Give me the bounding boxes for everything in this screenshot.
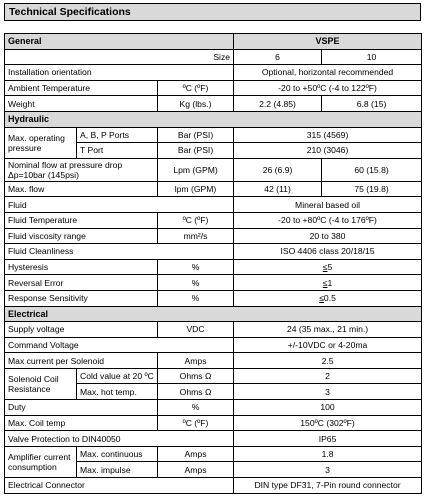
row-value: 6.8 (15) [322, 96, 422, 112]
row-label: Fluid Temperature [5, 212, 158, 228]
table-row [5, 80, 422, 96]
row-value: 26 (6.9) [234, 158, 322, 181]
row-unit: ºC (ºF) [158, 415, 234, 431]
row-label: Electrical Connector [5, 478, 234, 494]
row-label: Weight [5, 96, 158, 112]
table-row [5, 197, 422, 213]
row-value: 75 (19.8) [322, 181, 422, 197]
table-row [5, 212, 422, 228]
row-value: 3 [234, 384, 422, 400]
row-unit: Amps [158, 462, 234, 478]
row-unit: Bar (PSI) [158, 143, 234, 159]
row-value: +/-10VDC or 4-20ma [234, 337, 422, 353]
row-sublabel: Cold value at 20 ºC [77, 368, 158, 384]
row-value: 2.2 (4.85) [234, 96, 322, 112]
le-symbol: ≤ [322, 262, 328, 273]
row-label: Reversal Error [5, 275, 158, 291]
row-value: 2 [234, 368, 422, 384]
row-label: Response Sensitivity [5, 290, 158, 306]
row-label: Fluid [5, 197, 234, 213]
size-label: Size [5, 49, 234, 65]
table-row [5, 368, 422, 384]
response-value: 0.5 [323, 293, 336, 304]
row-value: 210 (3046) [234, 143, 422, 159]
row-value: DIN type DF31, 7-Pin round connector [234, 478, 422, 494]
row-value: -20 to +80ºC (-4 to 176ºF) [234, 212, 422, 228]
row-label: Supply voltage [5, 322, 158, 338]
row-value: Mineral based oil [234, 197, 422, 213]
row-label: Max current per Solenoid [5, 353, 158, 369]
row-value: 20 to 380 [234, 228, 422, 244]
row-label: Hysteresis [5, 259, 158, 275]
table-row [5, 259, 422, 275]
section-electrical [5, 306, 422, 322]
row-label: Ambient Temperature [5, 80, 158, 96]
row-unit: % [158, 259, 234, 275]
table-row [5, 415, 422, 431]
row-unit: Ohms Ω [158, 368, 234, 384]
row-unit: VDC [158, 322, 234, 338]
table-row [5, 158, 422, 181]
row-value [234, 290, 422, 306]
table-row [5, 400, 422, 416]
row-value: 2.5 [234, 353, 422, 369]
row-unit: % [158, 290, 234, 306]
table-row [5, 431, 422, 447]
table-row [5, 290, 422, 306]
reversal-value: 1 [327, 277, 333, 288]
row-unit: ºC (ºF) [158, 212, 234, 228]
row-label: Max. Coil temp [5, 415, 158, 431]
row-value: 60 (15.8) [322, 158, 422, 181]
row-sublabel: Max. continuous [77, 446, 158, 462]
table-row [5, 96, 422, 112]
row-label: Max. operating pressure [5, 127, 77, 158]
table-row [5, 127, 422, 143]
section-hydraulic [5, 111, 422, 127]
row-value: 100 [234, 400, 422, 416]
section-header-electrical: Electrical [5, 306, 422, 322]
le-symbol: ≤ [322, 277, 328, 288]
section-header-hydraulic: Hydraulic [5, 111, 422, 127]
table-row [5, 337, 422, 353]
row-unit: Bar (PSI) [158, 127, 234, 143]
row-unit: % [158, 275, 234, 291]
row-label: Amplifier current consumption [5, 446, 77, 477]
row-label: Fluid viscosity range [5, 228, 158, 244]
row-value: Optional, horizontal recommended [234, 65, 422, 81]
row-label: Nominal flow at pressure drop Δp=10bar (145psi) [5, 158, 158, 181]
table-row [5, 446, 422, 462]
row-label: Max. flow [5, 181, 158, 197]
hysteresis-value: 5 [327, 262, 333, 273]
row-unit: Amps [158, 353, 234, 369]
row-unit: mm²/s [158, 228, 234, 244]
row-unit: Lpm (GPM) [158, 158, 234, 181]
row-sublabel: Max. hot temp. [77, 384, 158, 400]
table-row [5, 65, 422, 81]
size-value: 6 [234, 49, 322, 65]
row-label: Solenoid Coil Resistance [5, 368, 77, 399]
size-value: 10 [322, 49, 422, 65]
row-unit: Amps [158, 446, 234, 462]
row-value: 150ºC (302ºF) [234, 415, 422, 431]
page-title: Technical Specifications [4, 3, 421, 21]
section-general [5, 34, 422, 50]
table-row [5, 275, 422, 291]
table-row [5, 181, 422, 197]
row-label: Valve Protection to DIN40050 [5, 431, 234, 447]
section-header-general: General [5, 34, 234, 50]
row-value [234, 275, 422, 291]
row-value: ISO 4406 class 20/18/15 [234, 244, 422, 260]
row-sublabel: Max. impulse [77, 462, 158, 478]
row-value [234, 259, 422, 275]
row-value: 1.8 [234, 446, 422, 462]
row-value: 3 [234, 462, 422, 478]
model-header: VSPE [234, 34, 422, 50]
row-label: Fluid Cleanliness [5, 244, 234, 260]
row-unit: Kg (lbs.) [158, 96, 234, 112]
table-row [5, 478, 422, 494]
row-unit: % [158, 400, 234, 416]
row-sublabel: T Port [77, 143, 158, 159]
table-row [5, 322, 422, 338]
spec-table [4, 33, 422, 494]
row-value: -20 to +50ºC (-4 to 122ºF) [234, 80, 422, 96]
row-unit: ºC (ºF) [158, 80, 234, 96]
row-value: IP65 [234, 431, 422, 447]
row-unit: lpm (GPM) [158, 181, 234, 197]
row-label: Duty [5, 400, 158, 416]
le-symbol: ≤ [319, 293, 324, 304]
table-row [5, 353, 422, 369]
table-row [5, 228, 422, 244]
table-row [5, 49, 422, 65]
row-value: 315 (4569) [234, 127, 422, 143]
row-label: Command Voltage [5, 337, 234, 353]
row-unit: Ohms Ω [158, 384, 234, 400]
row-label: Installation orientation [5, 65, 234, 81]
row-value: 24 (35 max., 21 min.) [234, 322, 422, 338]
table-row [5, 244, 422, 260]
row-sublabel: A, B, P Ports [77, 127, 158, 143]
row-value: 42 (11) [234, 181, 322, 197]
